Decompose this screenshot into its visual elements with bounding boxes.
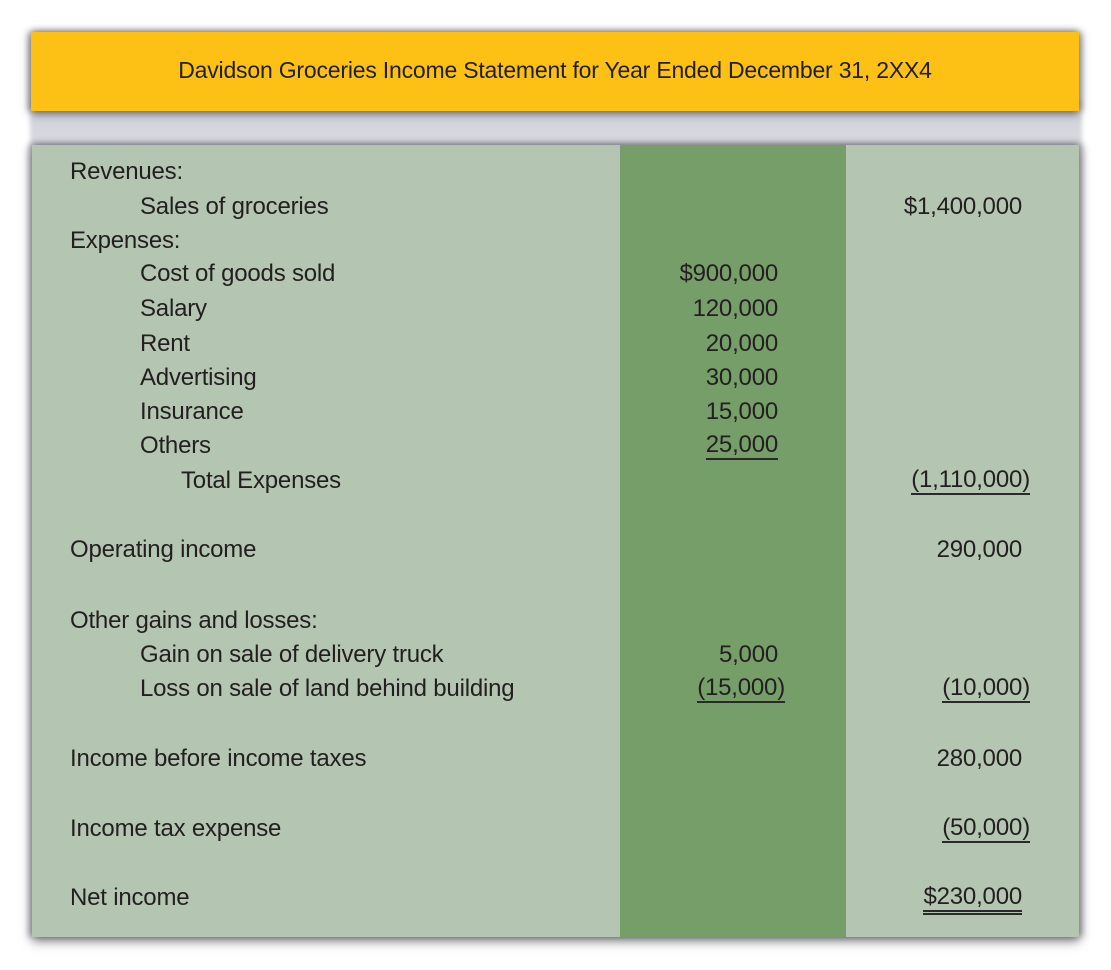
total-income-tax-expense: (50,000) [942, 814, 1030, 841]
amount-cost-of-goods-sold: $900,000 [679, 260, 778, 287]
row-label-other-gains-and-losses: Other gains and losses: [70, 607, 318, 634]
total-income-before-taxes: 280,000 [936, 745, 1022, 772]
amount-rent: 20,000 [705, 330, 778, 357]
row-label-net-income: Net income [70, 884, 190, 911]
row-label-loss-on-sale-of-land: Loss on sale of land behind building [140, 675, 515, 702]
amount-others: 25,000 [705, 431, 778, 458]
title-banner [31, 32, 1079, 111]
row-label-cost-of-goods-sold: Cost of goods sold [140, 260, 336, 287]
row-label-revenues: Revenues: [70, 158, 183, 185]
income-statement-panel [32, 145, 1079, 937]
row-label-expenses: Expenses: [70, 227, 181, 254]
total-net-income: $230,000 [923, 884, 1022, 915]
total-sales-of-groceries: $1,400,000 [903, 193, 1022, 220]
row-label-operating-income: Operating income [70, 536, 257, 563]
statement-title: Davidson Groceries Income Statement for Year Ended December 31, 2XX4 [178, 57, 932, 83]
row-label-income-tax-expense: Income tax expense [70, 815, 282, 842]
amount-gain-on-sale-of-truck: 5,000 [718, 641, 778, 668]
row-label-gain-on-sale-of-truck: Gain on sale of delivery truck [140, 641, 444, 668]
total-other-gains-and-losses: (10,000) [942, 674, 1030, 701]
row-label-income-before-taxes: Income before income taxes [70, 745, 367, 772]
row-label-insurance: Insurance [140, 398, 244, 425]
amount-salary: 120,000 [692, 295, 778, 322]
amount-insurance: 15,000 [705, 398, 778, 425]
row-label-total-expenses: Total Expenses [181, 467, 341, 494]
amount-loss-on-sale-of-land: (15,000) [697, 674, 785, 701]
row-label-sales-of-groceries: Sales of groceries [140, 193, 329, 220]
row-label-salary: Salary [140, 295, 207, 322]
row-label-rent: Rent [140, 330, 190, 357]
row-label-others: Others [140, 432, 211, 459]
row-label-advertising: Advertising [140, 364, 257, 391]
total-expenses: (1,110,000) [911, 466, 1030, 493]
total-operating-income: 290,000 [936, 536, 1022, 563]
amount-advertising: 30,000 [705, 364, 778, 391]
